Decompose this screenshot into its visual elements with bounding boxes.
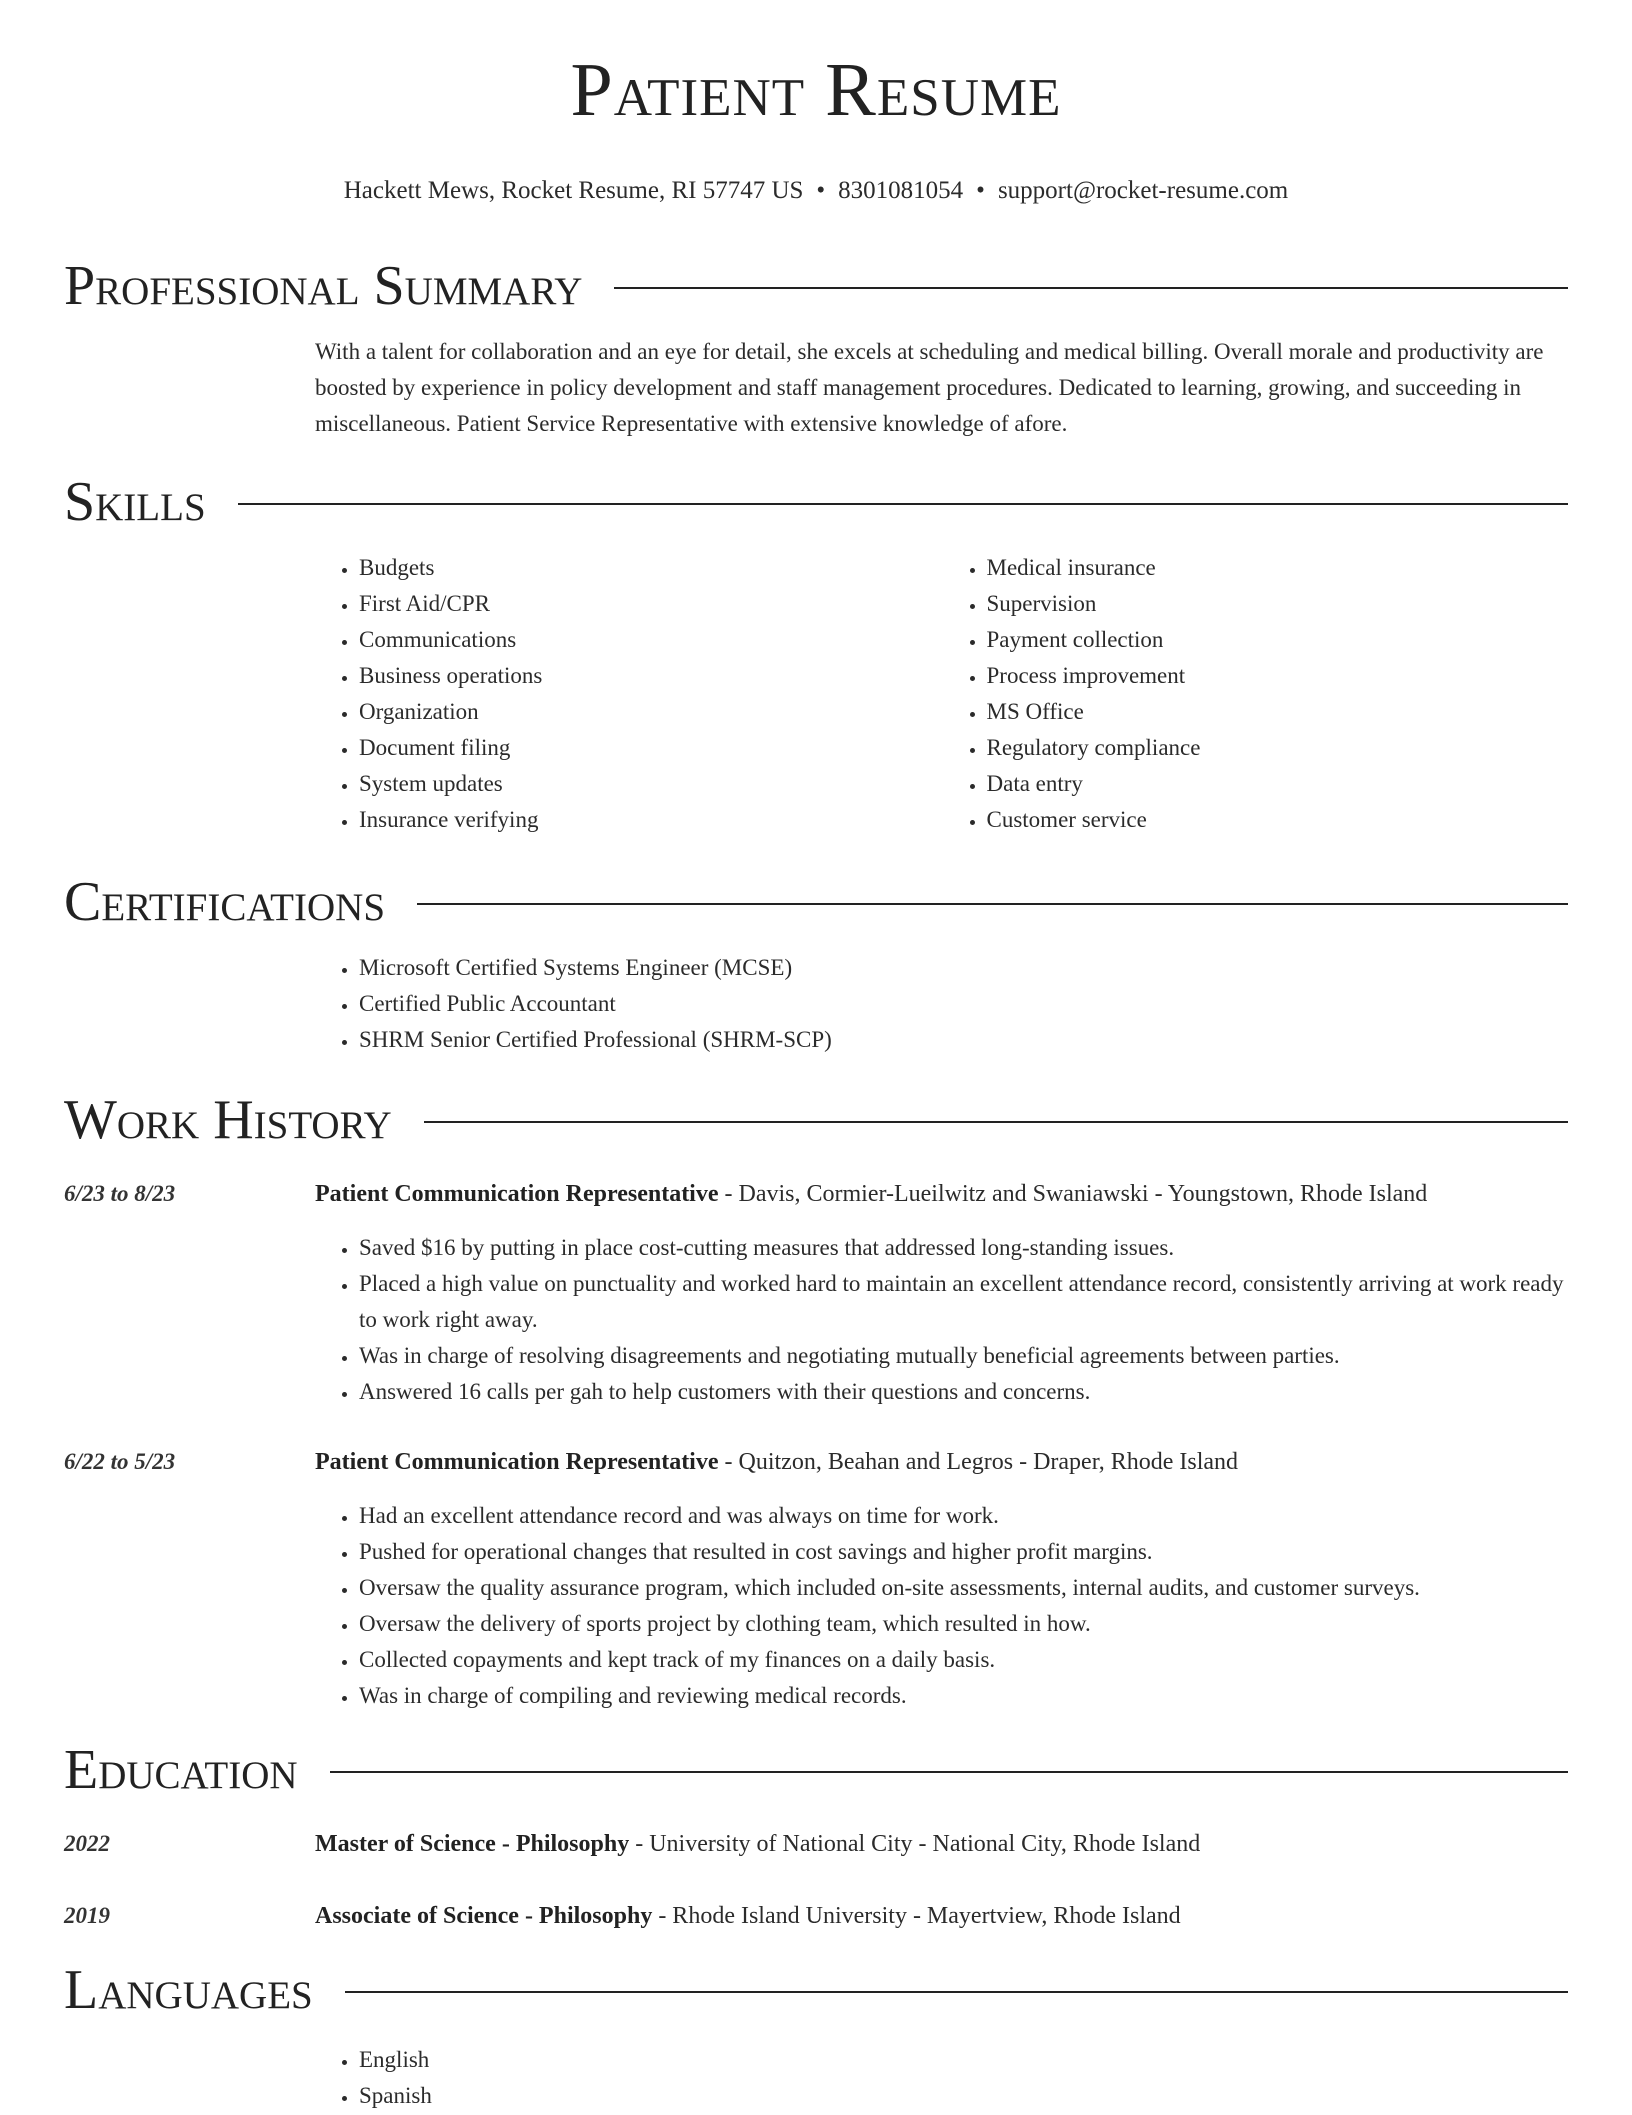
certification-item: • SHRM Senior Certified Professional (SHRM-SCP) (359, 1022, 1570, 1058)
skill-item: • Insurance verifying (359, 802, 943, 838)
section-title-skills (64, 471, 1568, 533)
certifications-list (315, 950, 1570, 1058)
section-divider (330, 1771, 1568, 1773)
section-label: Professional Summary (64, 255, 583, 317)
education-year: 2019 (64, 1903, 110, 1928)
section-label: Languages (64, 1959, 313, 2021)
education-entry (315, 1826, 1585, 1862)
job-bullets (315, 1230, 1570, 1410)
job-employer: - Davis, Cormier-Lueilwitz and Swaniawski - Youngstown, Rhode Island (718, 1181, 1428, 1207)
section-divider (345, 1991, 1568, 1993)
skill-item: • Data entry (987, 766, 1571, 802)
skill-item: • Document filing (359, 730, 943, 766)
skill-item: • Organization (359, 694, 943, 730)
job-bullets (315, 1498, 1570, 1714)
skill-item: • Medical insurance (987, 550, 1571, 586)
certification-item: • Certified Public Accountant (359, 986, 1570, 1022)
section-title-education (64, 1739, 1568, 1801)
skill-item: • System updates (359, 766, 943, 802)
section-label: Skills (64, 471, 206, 533)
section-label: Certifications (64, 871, 386, 933)
school-details: - University of National City - National City, Rhode Island (629, 1831, 1201, 1857)
languages-list (315, 2042, 1570, 2114)
skill-item: • First Aid/CPR (359, 586, 943, 622)
job-title: Patient Communication Representative (315, 1449, 719, 1475)
skill-item: • Supervision (987, 586, 1571, 622)
section-divider (238, 503, 1568, 505)
job-bullet: • Oversaw the quality assurance program, which included on-site assessments, internal audits, and customer surveys. (359, 1570, 1570, 1606)
section-divider (424, 1121, 1568, 1123)
section-divider (614, 287, 1568, 289)
summary-text: With a talent for collaboration and an eye for detail, she excels at scheduling and medical billing. Overall morale and productivity are boosted by experience in policy development and staff management procedures. Dedicated to learning, growing, and succeeding in miscellaneous. Patient Service Representative with extensive knowledge of afore. (315, 339, 1544, 436)
skills-column-left (315, 550, 943, 838)
contact-line (0, 174, 1632, 208)
resume-name: Patient Resume (570, 48, 1062, 132)
job-bullet: • Answered 16 calls per gah to help customers with their questions and concerns. (359, 1374, 1570, 1410)
skills-column-right (943, 550, 1571, 838)
section-divider (417, 903, 1568, 905)
job-heading (315, 1176, 1585, 1212)
section-title-languages (64, 1959, 1568, 2021)
skill-item: • Payment collection (987, 622, 1571, 658)
section-label: Work History (64, 1089, 392, 1151)
certification-item: • Microsoft Certified Systems Engineer (MCSE) (359, 950, 1570, 986)
skill-item: • Process improvement (987, 658, 1571, 694)
degree-title: Associate of Science - Philosophy (315, 1903, 653, 1929)
job-bullet: • Was in charge of compiling and reviewing medical records. (359, 1678, 1570, 1714)
section-title-certifications (64, 871, 1568, 933)
skill-item: • Budgets (359, 550, 943, 586)
contact-separator: • (816, 177, 826, 204)
education-year: 2022 (64, 1831, 110, 1856)
language-item: • Spanish (359, 2078, 1570, 2114)
language-item: • English (359, 2042, 1570, 2078)
skill-item: • Communications (359, 622, 943, 658)
education-entry (315, 1898, 1585, 1934)
job-bullet: • Collected copayments and kept track of my finances on a daily basis. (359, 1642, 1570, 1678)
job-employer: - Quitzon, Beahan and Legros - Draper, Rhode Island (718, 1449, 1239, 1475)
contact-address: Hackett Mews, Rocket Resume, RI 57747 US (343, 177, 804, 204)
skill-item: • Business operations (359, 658, 943, 694)
job-bullet: • Oversaw the delivery of sports project by clothing team, which resulted in how. (359, 1606, 1570, 1642)
job-bullet: • Placed a high value on punctuality and worked hard to maintain an excellent attendance record, consistently arriving at work ready to work right away. (359, 1266, 1570, 1338)
job-heading (315, 1444, 1585, 1480)
job-bullet: • Saved $16 by putting in place cost-cutting measures that addressed long-standing issues. (359, 1230, 1570, 1266)
job-title: Patient Communication Representative (315, 1181, 719, 1207)
job-bullet: • Pushed for operational changes that resulted in cost savings and higher profit margins. (359, 1534, 1570, 1570)
section-title-summary (64, 255, 1568, 317)
skills-list (315, 550, 1570, 838)
degree-title: Master of Science - Philosophy (315, 1831, 630, 1857)
skill-item: • Regulatory compliance (987, 730, 1571, 766)
job-bullet: • Had an excellent attendance record and was always on time for work. (359, 1498, 1570, 1534)
skill-item: • MS Office (987, 694, 1571, 730)
contact-phone: 8301081054 (838, 177, 964, 204)
section-label: Education (64, 1739, 298, 1801)
job-bullet: • Was in charge of resolving disagreements and negotiating mutually beneficial agreements between parties. (359, 1338, 1570, 1374)
contact-separator: • (976, 177, 985, 204)
job-dates: 6/22 to 5/23 (64, 1449, 176, 1474)
section-title-work-history (64, 1089, 1568, 1151)
school-details: - Rhode Island University - Mayertview, Rhode Island (652, 1903, 1181, 1929)
job-dates: 6/23 to 8/23 (64, 1181, 176, 1206)
contact-email: support@rocket-resume.com (997, 177, 1289, 204)
skill-item: • Customer service (987, 802, 1571, 838)
